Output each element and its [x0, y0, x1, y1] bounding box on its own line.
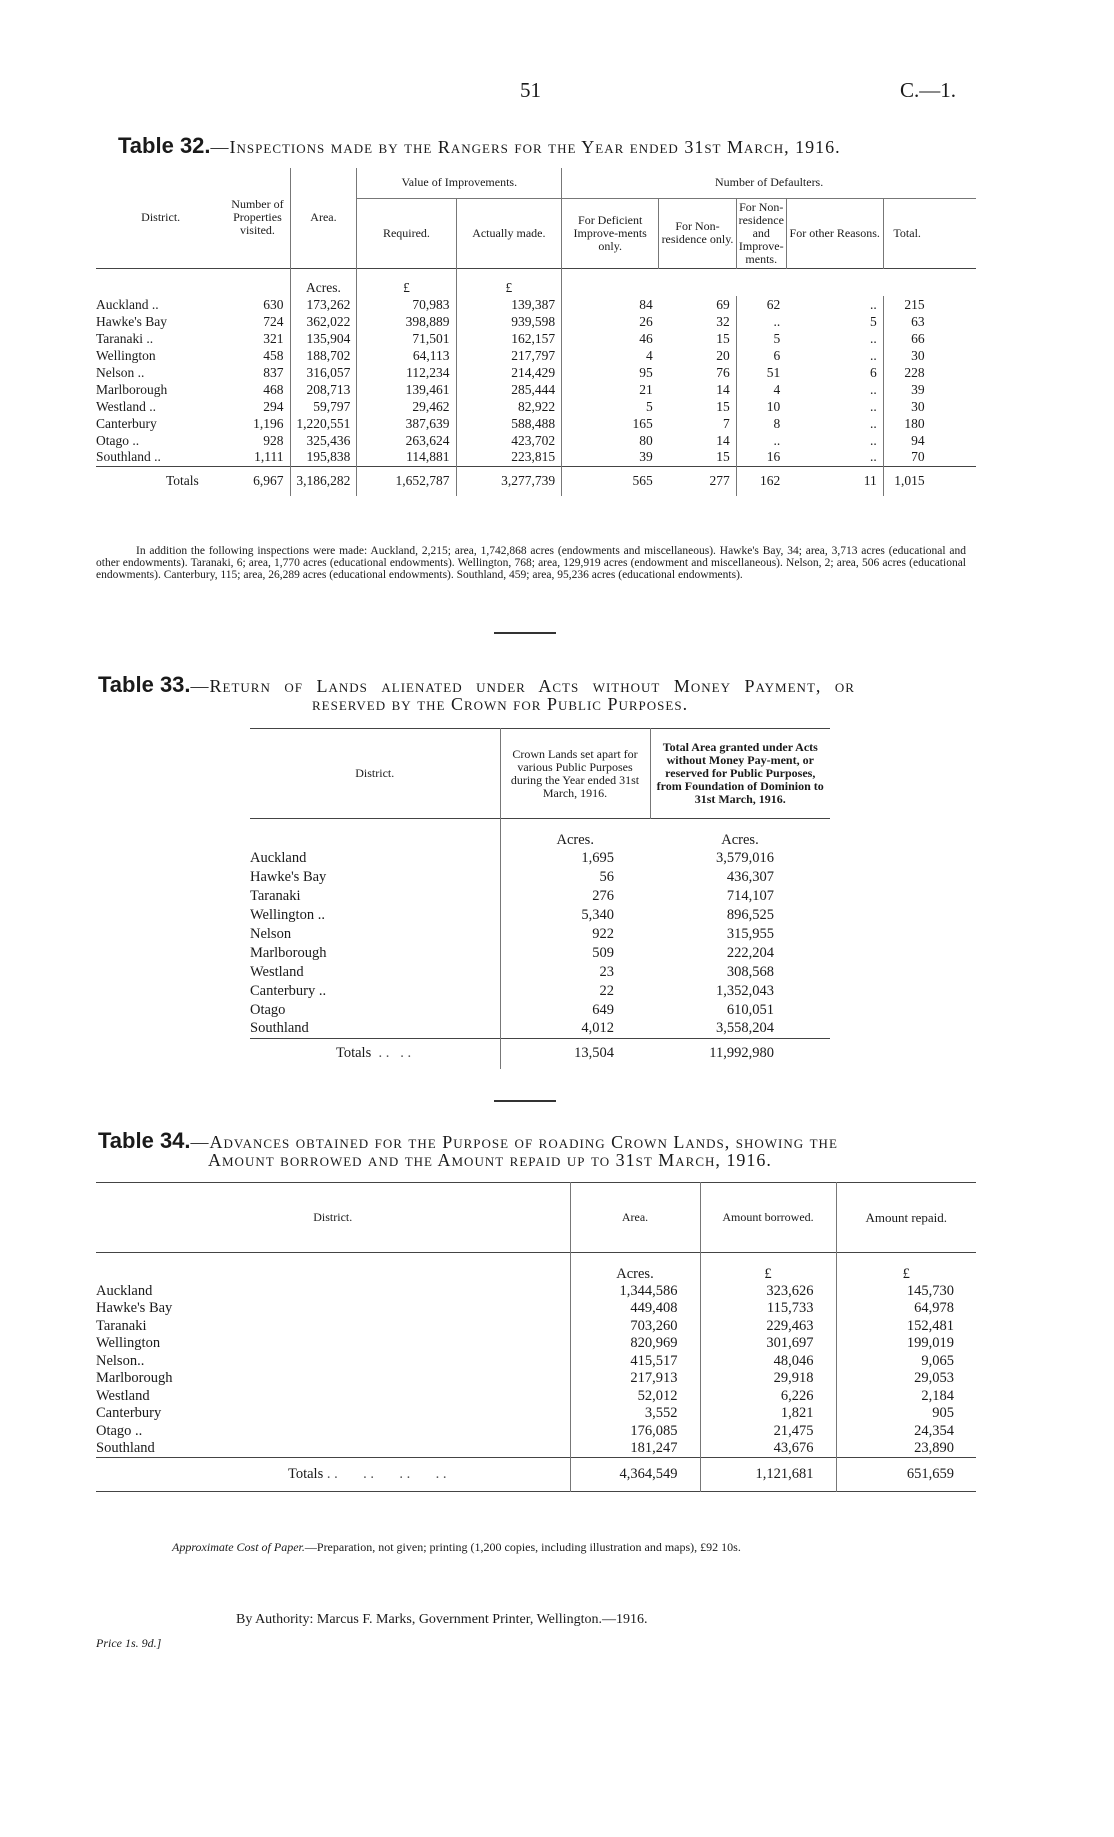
made-value: 162,157 — [456, 330, 562, 347]
table34-title-line1: —Advances obtained for the Purpose of roading Crown Lands, showing the — [190, 1132, 838, 1152]
nonres-impr-count: 62 — [736, 296, 786, 313]
district-name: Marlborough — [96, 381, 168, 397]
district-name: Marlborough — [250, 944, 327, 961]
other-count: .. — [869, 415, 877, 431]
table33-body — [250, 849, 830, 1039]
year-acres: 1,695 — [500, 849, 650, 868]
year-acres: 56 — [500, 868, 650, 887]
area-acres: 3,552 — [570, 1405, 700, 1423]
table32-header-value-group: Value of Improvements. — [357, 168, 562, 198]
total-count: 215 — [883, 296, 930, 313]
nonres-impr-count: 6 — [736, 347, 786, 364]
table33 — [250, 728, 830, 1069]
table34-header-repaid: Amount repaid. — [836, 1183, 976, 1253]
deficient-count: 39 — [562, 449, 659, 466]
amount-repaid: 2,184 — [836, 1388, 976, 1406]
price-line: Price 1s. 9d.] — [96, 1636, 162, 1650]
section-divider-2 — [494, 1100, 556, 1102]
other-count: 6 — [869, 364, 877, 380]
amount-repaid: 152,481 — [836, 1318, 976, 1336]
area-acres: 52,012 — [570, 1388, 700, 1406]
total-acres: 436,307 — [726, 868, 774, 885]
table32-header-visited: Number of Properties visited. — [231, 197, 284, 238]
other-count: .. — [869, 449, 877, 465]
total-acres: 315,955 — [726, 925, 774, 942]
amount-repaid: 199,019 — [836, 1335, 976, 1353]
table32-totals-row — [96, 466, 976, 496]
table34-totals-area: 4,364,549 — [570, 1458, 700, 1492]
area-value: 362,022 — [290, 313, 357, 330]
table33-unit-total: Acres. — [721, 831, 759, 848]
deficient-count: 95 — [562, 364, 659, 381]
table34-row — [96, 1423, 976, 1441]
table32-totals-required: 1,652,787 — [357, 466, 456, 496]
district-name: Wellington .. — [250, 906, 325, 923]
properties-visited: 468 — [263, 381, 284, 397]
nonres-impr-count: 51 — [736, 364, 786, 381]
deficient-count: 80 — [562, 432, 659, 449]
district-name: Wellington — [96, 347, 156, 363]
total-count: 63 — [883, 313, 930, 330]
year-acres: 4,012 — [500, 1020, 650, 1039]
nonres-impr-count: .. — [736, 313, 786, 330]
table34-totals-row — [96, 1458, 976, 1492]
year-acres: 649 — [500, 1001, 650, 1020]
made-value: 939,598 — [456, 313, 562, 330]
table32-note: In addition the following inspections were made: Auckland, 2,215; area, 1,742,868 acres (endowments and miscellaneous). Hawke's Bay, 34; area, 3,713 acres (educational and other endowments). Taranaki, 6; area, 1,770 acres (educational endowments). Wellington, 768; area, 129,919 acres (endowment and miscellaneous). Nelson, 2; area, 506 acres (educational endowments). Canterbury, 115; area, 26,289 acres (educational endowments). Southland, 459; area, 95,236 acres (educational endowments). — [96, 545, 966, 581]
properties-visited: 1,196 — [253, 415, 284, 431]
made-value: 423,702 — [456, 432, 562, 449]
table32-header-other: For other Reasons. — [786, 198, 883, 268]
area-value: 208,713 — [290, 381, 357, 398]
table33-header-district: District. — [355, 766, 395, 780]
table33-totals-year: 13,504 — [500, 1039, 650, 1069]
table34-title-line2: Amount borrowed and the Amount repaid up to 31st March, 1916. — [208, 1150, 772, 1170]
made-value: 139,387 — [456, 296, 562, 313]
other-count: .. — [869, 330, 877, 346]
district-name: Hawke's Bay — [96, 313, 168, 329]
district-name: Canterbury — [96, 1405, 162, 1422]
table32-header-total: Total. — [883, 198, 930, 268]
table32-totals-nonres-impr: 162 — [736, 466, 786, 496]
district-name: Taranaki — [250, 887, 301, 904]
total-count: 70 — [883, 449, 930, 466]
deficient-count: 4 — [562, 347, 659, 364]
year-acres: 22 — [500, 982, 650, 1001]
nonres-count: 69 — [716, 296, 730, 312]
table34-header-area: Area. — [570, 1183, 700, 1253]
amount-repaid: 24,354 — [836, 1423, 976, 1441]
deficient-count: 84 — [562, 296, 659, 313]
total-acres: 714,107 — [726, 887, 774, 904]
total-acres: 1,352,043 — [716, 982, 774, 999]
table34-body — [96, 1283, 976, 1458]
district-name: Auckland .. — [96, 296, 159, 312]
district-name: Otago .. — [96, 432, 140, 448]
deficient-count: 165 — [562, 415, 659, 432]
table34-totals-borrowed: 1,121,681 — [700, 1458, 836, 1492]
table34 — [96, 1182, 976, 1498]
table33-row — [250, 925, 830, 944]
table32-totals-nonres: 277 — [709, 473, 730, 489]
table34-totals-repaid: 651,659 — [836, 1458, 976, 1492]
district-name: Otago .. — [96, 1422, 143, 1439]
total-count: 180 — [883, 415, 930, 432]
table32-header-deficient: For Deficient Improve-ments only. — [562, 198, 659, 268]
table34-unit-borrowed: £ — [700, 1253, 836, 1283]
amount-repaid: 9,065 — [836, 1353, 976, 1371]
nonres-impr-count: 5 — [736, 330, 786, 347]
required-value: 398,889 — [357, 313, 456, 330]
table32-row — [96, 398, 976, 415]
total-acres: 610,051 — [726, 1001, 774, 1018]
nonres-impr-count: 8 — [736, 415, 786, 432]
required-value: 139,461 — [357, 381, 456, 398]
district-name: Westland .. — [96, 398, 157, 414]
table33-row — [250, 868, 830, 887]
amount-repaid: 905 — [836, 1405, 976, 1423]
year-acres: 276 — [500, 887, 650, 906]
amount-repaid: 64,978 — [836, 1300, 976, 1318]
table32-totals-total: 1,015 — [883, 466, 930, 496]
table34-row — [96, 1440, 976, 1458]
district-name: Southland — [250, 1020, 309, 1037]
district-name: Southland .. — [96, 449, 161, 465]
table33-totals-total: 11,992,980 — [709, 1045, 774, 1062]
table34-header-district: District. — [313, 1210, 353, 1224]
table33-row — [250, 963, 830, 982]
district-name: Canterbury — [96, 415, 157, 431]
nonres-count: 20 — [716, 347, 730, 363]
amount-repaid: 145,730 — [836, 1283, 976, 1301]
table33-totals-label: Totals . . . . — [336, 1045, 412, 1062]
nonres-count: 15 — [716, 330, 730, 346]
district-name: Hawke's Bay — [250, 868, 327, 885]
made-value: 588,488 — [456, 415, 562, 432]
table32-row — [96, 381, 976, 398]
amount-repaid: 23,890 — [836, 1440, 976, 1458]
nonres-impr-count: .. — [736, 432, 786, 449]
properties-visited: 458 — [263, 347, 284, 363]
deficient-count: 46 — [562, 330, 659, 347]
nonres-count: 14 — [716, 381, 730, 397]
table32-row — [96, 364, 976, 381]
table34-row — [96, 1335, 976, 1353]
amount-borrowed: 6,226 — [700, 1388, 836, 1406]
table34-row — [96, 1300, 976, 1318]
table34-unit-repaid: £ — [836, 1253, 976, 1283]
table33-title-line1: —Return of Lands alienated under Acts without Money Payment, or — [190, 676, 855, 696]
table34-row — [96, 1388, 976, 1406]
table33-row — [250, 887, 830, 906]
table32-totals-deficient: 565 — [562, 466, 659, 496]
total-acres: 896,525 — [726, 906, 774, 923]
table33-row — [250, 849, 830, 868]
document-reference: C.—1. — [900, 78, 957, 102]
table32-unit-area: Acres. — [290, 268, 357, 296]
table34-row — [96, 1405, 976, 1423]
total-count: 66 — [883, 330, 930, 347]
table32-totals-area: 3,186,282 — [290, 466, 357, 496]
table33-header-year: Crown Lands set apart for various Public Purposes during the Year ended 31st March, 1916. — [500, 729, 650, 819]
made-value: 82,922 — [456, 398, 562, 415]
table33-row — [250, 944, 830, 963]
area-value: 135,904 — [290, 330, 357, 347]
properties-visited: 630 — [263, 296, 284, 312]
amount-borrowed: 301,697 — [700, 1335, 836, 1353]
table33-label: Table 33. — [98, 672, 191, 697]
table32-totals-made: 3,277,739 — [456, 466, 562, 496]
table32-header-required: Required. — [357, 198, 456, 268]
year-acres: 922 — [500, 925, 650, 944]
district-name: Nelson .. — [96, 364, 145, 380]
properties-visited: 724 — [263, 313, 284, 329]
table32-row — [96, 330, 976, 347]
total-count: 94 — [883, 432, 930, 449]
total-acres: 3,579,016 — [716, 849, 774, 866]
cost-note — [172, 1540, 972, 1555]
deficient-count: 5 — [562, 398, 659, 415]
table32-row — [96, 415, 976, 432]
area-acres: 415,517 — [570, 1353, 700, 1371]
table32-heading — [118, 133, 841, 159]
nonres-count: 76 — [716, 364, 730, 380]
table32-header-non-residence: For Non-residence only. — [659, 198, 737, 268]
table32-header-actually-made: Actually made. — [456, 198, 562, 268]
table34-header-borrowed: Amount borrowed. — [700, 1183, 836, 1253]
deficient-count: 21 — [562, 381, 659, 398]
area-value: 195,838 — [290, 449, 357, 466]
table32-header-district: District. — [141, 210, 181, 225]
other-count: .. — [869, 296, 877, 312]
required-value: 263,624 — [357, 432, 456, 449]
area-acres: 176,085 — [570, 1423, 700, 1441]
area-value: 173,262 — [290, 296, 357, 313]
table34-label: Table 34. — [98, 1128, 191, 1153]
table33-header-total: Total Area granted under Acts without Money Pay-ment, or reserved for Public Purposes, from Foundation of Dominion to 31st March, 1916. — [650, 729, 830, 819]
amount-borrowed: 115,733 — [700, 1300, 836, 1318]
area-acres: 820,969 — [570, 1335, 700, 1353]
district-name: Taranaki .. — [96, 330, 154, 346]
properties-visited: 294 — [263, 398, 284, 414]
table32-title: —Inspections made by the Rangers for the Year ended 31st March, 1916. — [210, 137, 841, 157]
total-count: 30 — [883, 347, 930, 364]
other-count: 5 — [869, 313, 877, 329]
table32-totals-other: 11 — [863, 473, 877, 489]
district-name: Hawke's Bay — [96, 1300, 173, 1317]
district-name: Auckland — [250, 849, 307, 866]
made-value: 217,797 — [456, 347, 562, 364]
required-value: 64,113 — [357, 347, 456, 364]
table32-row — [96, 296, 976, 313]
table32-row — [96, 449, 976, 466]
section-divider — [494, 632, 556, 634]
table34-unit-area: Acres. — [570, 1253, 700, 1283]
other-count: .. — [869, 432, 877, 448]
required-value: 71,501 — [357, 330, 456, 347]
table32-label: Table 32. — [118, 133, 211, 158]
area-acres: 1,344,586 — [570, 1283, 700, 1301]
made-value: 214,429 — [456, 364, 562, 381]
table34-row — [96, 1283, 976, 1301]
table32-totals-label: Totals — [166, 473, 199, 489]
table32-unit-required: £ — [357, 268, 456, 296]
table32-totals-visited: 6,967 — [253, 473, 284, 489]
properties-visited: 321 — [263, 330, 284, 346]
deficient-count: 26 — [562, 313, 659, 330]
district-name: Southland — [96, 1440, 155, 1456]
nonres-count: 15 — [716, 398, 730, 414]
nonres-count: 32 — [716, 313, 730, 329]
table33-unit-year: Acres. — [500, 819, 650, 849]
table32-row — [96, 347, 976, 364]
district-name: Auckland — [96, 1282, 153, 1299]
properties-visited: 1,111 — [254, 449, 284, 465]
table32-header-area: Area. — [290, 168, 357, 268]
table33-totals-row — [250, 1039, 830, 1069]
district-name: Otago — [250, 1001, 286, 1018]
table34-row — [96, 1370, 976, 1388]
properties-visited: 928 — [263, 432, 284, 448]
table32 — [96, 168, 976, 496]
area-value: 59,797 — [290, 398, 357, 415]
required-value: 112,234 — [357, 364, 456, 381]
area-acres: 449,408 — [570, 1300, 700, 1318]
table32-row — [96, 313, 976, 330]
year-acres: 509 — [500, 944, 650, 963]
page-number: 51 — [520, 78, 541, 102]
total-acres: 308,568 — [726, 963, 774, 980]
table32-row — [96, 432, 976, 449]
other-count: .. — [869, 381, 877, 397]
nonres-impr-count: 4 — [736, 381, 786, 398]
cost-note-label: Approximate Cost of Paper. — [172, 1540, 305, 1554]
area-acres: 181,247 — [570, 1440, 700, 1458]
other-count: .. — [869, 398, 877, 414]
amount-borrowed: 1,821 — [700, 1405, 836, 1423]
district-name: Taranaki — [96, 1317, 147, 1334]
amount-borrowed: 323,626 — [700, 1283, 836, 1301]
table33-title-line2: reserved by the Crown for Public Purposes. — [312, 694, 689, 714]
nonres-count: 14 — [716, 432, 730, 448]
district-name: Nelson.. — [96, 1352, 145, 1369]
total-acres: 3,558,204 — [716, 1020, 774, 1037]
properties-visited: 837 — [263, 364, 284, 380]
area-acres: 217,913 — [570, 1370, 700, 1388]
nonres-count: 7 — [723, 415, 730, 431]
area-value: 325,436 — [290, 432, 357, 449]
total-count: 228 — [883, 364, 930, 381]
total-count: 30 — [883, 398, 930, 415]
total-acres: 222,204 — [726, 944, 774, 961]
district-name: Westland — [250, 963, 304, 980]
other-count: .. — [869, 347, 877, 363]
table34-row — [96, 1353, 976, 1371]
made-value: 223,815 — [456, 449, 562, 466]
table32-header-nonres-improvements: For Non-residence and Improve-ments. — [736, 198, 786, 268]
area-value: 316,057 — [290, 364, 357, 381]
district-name: Marlborough — [96, 1370, 173, 1387]
district-name: Wellington — [96, 1335, 161, 1352]
table33-row — [250, 982, 830, 1001]
amount-borrowed: 21,475 — [700, 1423, 836, 1441]
required-value: 387,639 — [357, 415, 456, 432]
table32-header-defaulters-group: Number of Defaulters. — [562, 168, 976, 198]
made-value: 285,444 — [456, 381, 562, 398]
amount-borrowed: 29,918 — [700, 1370, 836, 1388]
nonres-impr-count: 10 — [736, 398, 786, 415]
nonres-count: 15 — [716, 449, 730, 465]
district-name: Westland — [96, 1387, 150, 1404]
table33-row — [250, 1020, 830, 1039]
year-acres: 5,340 — [500, 906, 650, 925]
cost-note-text: —Preparation, not given; printing (1,200 copies, including illustration and maps), £92 10s. — [304, 1540, 741, 1554]
total-count: 39 — [883, 381, 930, 398]
required-value: 70,983 — [357, 296, 456, 313]
table33-row — [250, 1001, 830, 1020]
required-value: 114,881 — [357, 449, 456, 466]
table34-totals-label: Totals . . . . . . . . — [288, 1466, 447, 1482]
district-name: Canterbury .. — [250, 982, 327, 999]
district-name: Nelson — [250, 925, 292, 942]
area-value: 1,220,551 — [290, 415, 357, 432]
table33-row — [250, 906, 830, 925]
required-value: 29,462 — [357, 398, 456, 415]
nonres-impr-count: 16 — [736, 449, 786, 466]
amount-borrowed: 48,046 — [700, 1353, 836, 1371]
table34-row — [96, 1318, 976, 1336]
area-acres: 703,260 — [570, 1318, 700, 1336]
table32-body — [96, 296, 976, 466]
amount-borrowed: 229,463 — [700, 1318, 836, 1336]
amount-repaid: 29,053 — [836, 1370, 976, 1388]
amount-borrowed: 43,676 — [700, 1440, 836, 1458]
table32-unit-made: £ — [456, 268, 562, 296]
area-value: 188,702 — [290, 347, 357, 364]
authority-line: By Authority: Marcus F. Marks, Government Printer, Wellington.—1916. — [236, 1612, 648, 1627]
year-acres: 23 — [500, 963, 650, 982]
